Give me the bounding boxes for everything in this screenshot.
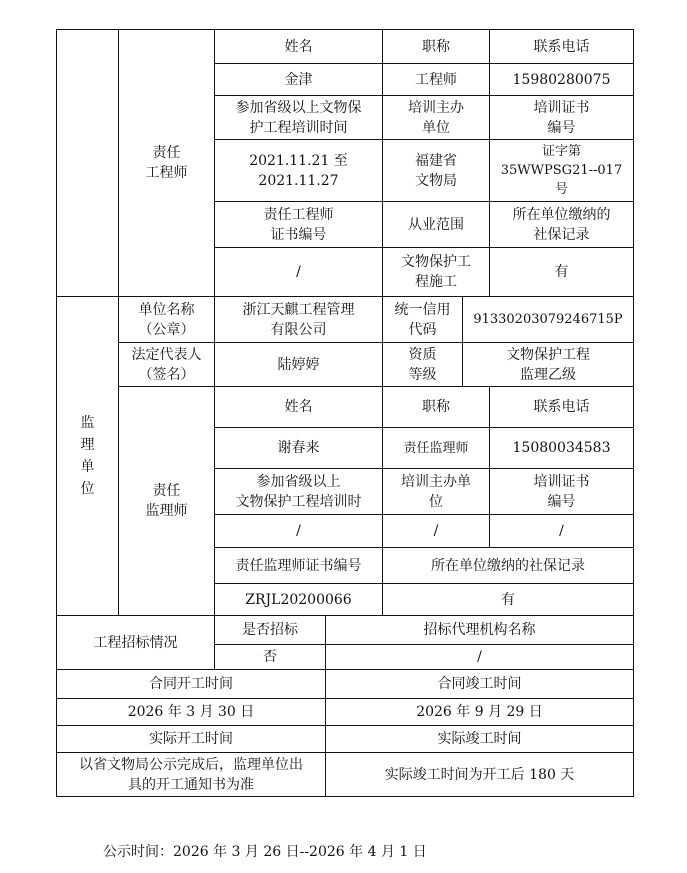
eng-phone: 15980280075 <box>489 63 634 96</box>
engineer-label: 责任 工程师 <box>118 29 215 297</box>
eng-training-org: 福建省 文物局 <box>382 139 490 202</box>
contract-end: 2026 年 9 月 29 日 <box>325 698 634 726</box>
contract-end-label: 合同竣工时间 <box>325 669 634 699</box>
sup-social-label: 所在单位缴纳的社保记录 <box>382 547 634 584</box>
actual-end-label: 实际竣工时间 <box>325 725 634 753</box>
eng-training-time: 2021.11.21 至 2021.11.27 <box>214 139 383 202</box>
sup-header-name: 姓名 <box>214 386 383 428</box>
supervisor-label: 责任 监理师 <box>118 386 215 616</box>
sup-cert-number: ZRJL20200066 <box>214 583 383 616</box>
bidding-header-whether: 是否招标 <box>214 615 326 645</box>
eng-cert-number-label: 责任工程师 证书编号 <box>214 201 383 248</box>
eng-training-cert-label: 培训证书 编号 <box>489 95 634 140</box>
blank-cell <box>56 29 119 297</box>
eng-header-title: 职称 <box>382 29 490 64</box>
actual-end: 实际竣工时间为开工后 180 天 <box>325 752 634 797</box>
eng-header-name: 姓名 <box>214 29 383 64</box>
sup-name: 谢春来 <box>214 427 383 469</box>
legal-rep-label: 法定代表人 （签名） <box>118 342 215 387</box>
eng-cert-number: / <box>214 247 383 297</box>
unit-name-label: 单位名称 （公章） <box>118 296 215 343</box>
eng-social-label: 所在单位缴纳的 社保记录 <box>489 201 634 248</box>
sup-training-time: / <box>214 514 383 548</box>
sup-header-phone: 联系电话 <box>489 386 634 428</box>
legal-rep: 陆婷婷 <box>214 342 383 387</box>
eng-scope-label: 从业范围 <box>382 201 490 248</box>
eng-scope: 文物保护工 程施工 <box>382 247 490 297</box>
credit-code-label: 统一信用 代码 <box>382 296 463 343</box>
qualification-label: 资质 等级 <box>382 342 463 387</box>
publicity-period: 公示时间：2026 年 3 月 26 日--2026 年 4 月 1 日 <box>103 844 427 860</box>
bidding-label: 工程招标情况 <box>56 615 215 670</box>
eng-header-phone: 联系电话 <box>489 29 634 64</box>
eng-social: 有 <box>489 247 634 297</box>
eng-name: 金津 <box>214 63 383 96</box>
sup-training-time-label: 参加省级以上 文物保护工程培训时 <box>214 468 383 515</box>
contract-start: 2026 年 3 月 30 日 <box>56 698 326 726</box>
supervisor-unit-label: 监 理 单 位 <box>56 296 119 616</box>
sup-training-cert: / <box>489 514 634 548</box>
credit-code: 91330203079246715P <box>462 296 634 343</box>
sup-title: 责任监理师 <box>382 427 490 469</box>
actual-start: 以省文物局公示完成后，监理单位出 具的开工通知书为准 <box>56 752 326 797</box>
sup-social: 有 <box>382 583 634 616</box>
eng-training-cert: 证字第 35WWPSG21--017 号 <box>489 139 634 202</box>
sup-training-cert-label: 培训证书 编号 <box>489 468 634 515</box>
contract-start-label: 合同开工时间 <box>56 669 326 699</box>
info-table <box>56 29 634 797</box>
eng-training-time-label: 参加省级以上文物保 护工程培训时间 <box>214 95 383 140</box>
sup-cert-number-label: 责任监理师证书编号 <box>214 547 383 584</box>
sup-phone: 15080034583 <box>489 427 634 469</box>
qualification: 文物保护工程 监理乙级 <box>462 342 634 387</box>
bidding-whether: 否 <box>214 644 326 670</box>
bidding-header-agency: 招标代理机构名称 <box>325 615 634 645</box>
eng-title: 工程师 <box>382 63 490 96</box>
bidding-agency: / <box>325 644 634 670</box>
sup-training-org-label: 培训主办单 位 <box>382 468 490 515</box>
unit-name: 浙江天麒工程管理 有限公司 <box>214 296 383 343</box>
sup-header-title: 职称 <box>382 386 490 428</box>
sup-training-org: / <box>382 514 490 548</box>
actual-start-label: 实际开工时间 <box>56 725 326 753</box>
eng-training-org-label: 培训主办 单位 <box>382 95 490 140</box>
